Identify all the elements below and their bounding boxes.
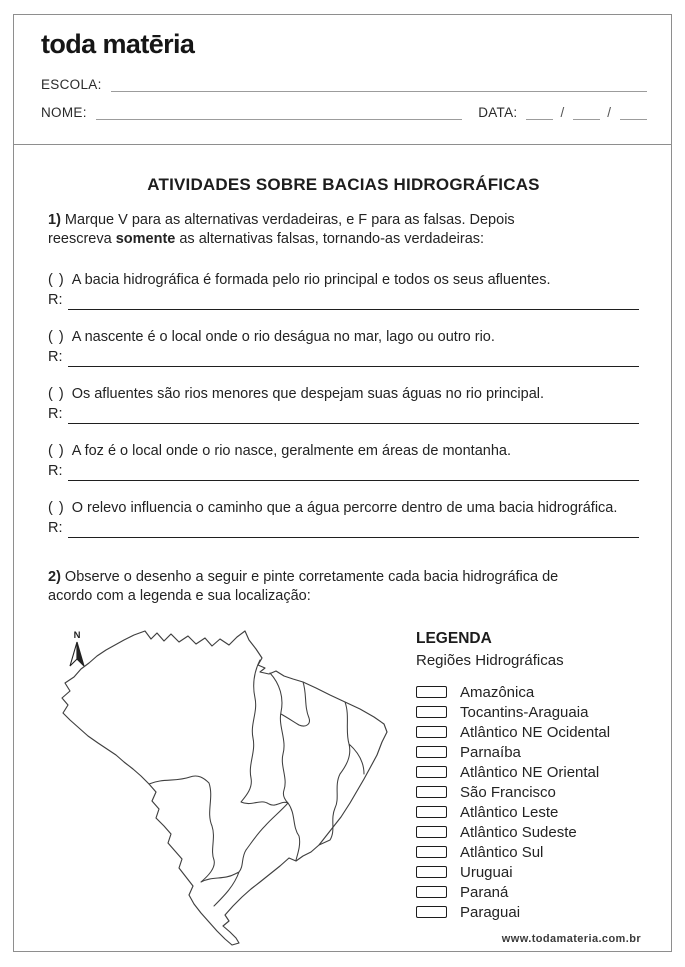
legend-label: Atlântico NE Oriental <box>460 763 600 781</box>
name-input-line[interactable] <box>96 106 462 120</box>
question-2-intro: 2) Observe o desenho a seguir e pinte corretamente cada bacia hidrográfica de acordo com a legenda e sua localização: <box>48 569 559 604</box>
legend-label: Amazônica <box>460 683 535 701</box>
date-separator: / <box>607 105 611 120</box>
answer-prefix: R: <box>48 292 63 308</box>
legend-item-atlantico-sul <box>416 842 639 862</box>
color-box[interactable] <box>416 786 447 798</box>
legend-label: Paraná <box>460 883 509 901</box>
legend-label: Paraguai <box>460 903 521 921</box>
legend-item-tocantins-araguaia <box>416 702 639 722</box>
brazil-map <box>48 620 416 953</box>
worksheet-page <box>13 14 672 952</box>
name-date-row <box>41 105 647 120</box>
worksheet-body <box>14 145 671 953</box>
vf-checkbox[interactable]: ( ) <box>48 329 65 345</box>
compass-label: N <box>73 630 81 641</box>
color-box[interactable] <box>416 906 447 918</box>
legend-item-sao-francisco <box>416 782 639 802</box>
legend-item-list <box>416 682 639 922</box>
answer-prefix: R: <box>48 463 63 479</box>
answer-prefix: R: <box>48 520 63 536</box>
statement-label: Os afluentes são rios menores que despejam suas águas no rio principal. <box>71 386 545 402</box>
legend-item-atlantico-sudeste <box>416 822 639 842</box>
question-1-bold-word: somente <box>115 231 176 247</box>
color-box[interactable] <box>416 706 447 718</box>
legend-label: Atlântico Sul <box>460 843 544 861</box>
statement-2 <box>48 328 639 367</box>
legend-panel <box>416 620 639 953</box>
statement-list <box>48 271 639 538</box>
legend-item-atlantico-leste <box>416 802 639 822</box>
brand-logo: toda matēria <box>41 29 195 59</box>
statement-label: A foz é o local onde o rio nasce, geralmente em áreas de montanha. <box>71 443 511 459</box>
vf-checkbox[interactable]: ( ) <box>48 500 65 516</box>
vf-checkbox[interactable]: ( ) <box>48 443 65 459</box>
statement-label: A bacia hidrográfica é formada pelo rio principal e todos os seus afluentes. <box>71 272 551 288</box>
legend-item-atlantico-ne-oriental <box>416 762 639 782</box>
color-box[interactable] <box>416 746 447 758</box>
legend-item-atlantico-ne-ocidental <box>416 722 639 742</box>
date-field <box>478 105 647 120</box>
answer-line-4 <box>48 462 639 481</box>
color-box[interactable] <box>416 806 447 818</box>
school-label: ESCOLA: <box>41 77 102 92</box>
vf-checkbox[interactable]: ( ) <box>48 272 65 288</box>
legend-title: LEGENDA <box>416 630 492 647</box>
statement-1 <box>48 271 639 310</box>
answer-line-1 <box>48 291 639 310</box>
answer-line-5 <box>48 519 639 538</box>
hydrographic-region-boundaries[interactable] <box>149 660 364 906</box>
brazil-map-svg <box>48 620 410 948</box>
color-box[interactable] <box>416 686 447 698</box>
map-figure <box>48 620 639 953</box>
school-field-row <box>41 77 647 92</box>
statement-label: A nascente é o local onde o rio deságua no mar, lago ou outro rio. <box>71 329 495 345</box>
legend-item-parnaiba <box>416 742 639 762</box>
date-month-blank[interactable] <box>573 106 600 120</box>
color-box[interactable] <box>416 846 447 858</box>
school-input-line[interactable] <box>111 78 647 92</box>
date-label: DATA: <box>478 105 518 120</box>
statement-5 <box>48 499 639 538</box>
name-label: NOME: <box>41 105 87 120</box>
brazil-map-outline[interactable] <box>62 631 387 945</box>
legend-label: Atlântico NE Ocidental <box>460 723 611 741</box>
page-header <box>14 15 671 145</box>
color-box[interactable] <box>416 766 447 778</box>
legend-label: Tocantins-Araguaia <box>460 703 589 721</box>
legend-item-uruguai <box>416 862 639 882</box>
legend-label: São Francisco <box>460 783 556 801</box>
color-box[interactable] <box>416 726 447 738</box>
color-box[interactable] <box>416 886 447 898</box>
vf-checkbox[interactable]: ( ) <box>48 386 65 402</box>
date-separator: / <box>560 105 565 120</box>
legend-label: Parnaíba <box>460 743 521 761</box>
legend-subtitle: Regiões Hidrográficas <box>416 652 564 669</box>
legend-item-paraguai <box>416 902 639 922</box>
date-year-blank[interactable] <box>620 106 647 120</box>
answer-rule[interactable] <box>68 521 640 538</box>
legend-item-amazonica <box>416 682 639 702</box>
statement-4 <box>48 442 639 481</box>
answer-line-2 <box>48 348 639 367</box>
website-url: www.todamateria.com.br <box>501 933 641 945</box>
question-1-intro: 1) Marque V para as alternativas verdadeiras, e F para as falsas. Depois reescreva somente as alternativas falsas, tornando-as verdadeiras: <box>48 212 515 247</box>
answer-rule[interactable] <box>68 407 640 424</box>
answer-prefix: R: <box>48 349 63 365</box>
answer-rule[interactable] <box>68 293 640 310</box>
legend-label: Atlântico Leste <box>460 803 559 821</box>
color-box[interactable] <box>416 866 447 878</box>
question-2-number: 2) <box>48 569 61 585</box>
question-1-number: 1) <box>48 212 61 228</box>
answer-rule[interactable] <box>68 464 640 481</box>
color-box[interactable] <box>416 826 447 838</box>
answer-rule[interactable] <box>68 350 640 367</box>
statement-3 <box>48 385 639 424</box>
legend-item-parana <box>416 882 639 902</box>
legend-label: Uruguai <box>460 863 513 881</box>
statement-label: O relevo influencia o caminho que a água percorre dentro de uma bacia hidrográfica. <box>71 500 618 516</box>
answer-line-3 <box>48 405 639 424</box>
answer-prefix: R: <box>48 406 63 422</box>
date-day-blank[interactable] <box>526 106 553 120</box>
worksheet-title: ATIVIDADES SOBRE BACIAS HIDROGRÁFICAS <box>147 175 540 194</box>
legend-label: Atlântico Sudeste <box>460 823 577 841</box>
compass-north-arrow <box>70 630 84 666</box>
